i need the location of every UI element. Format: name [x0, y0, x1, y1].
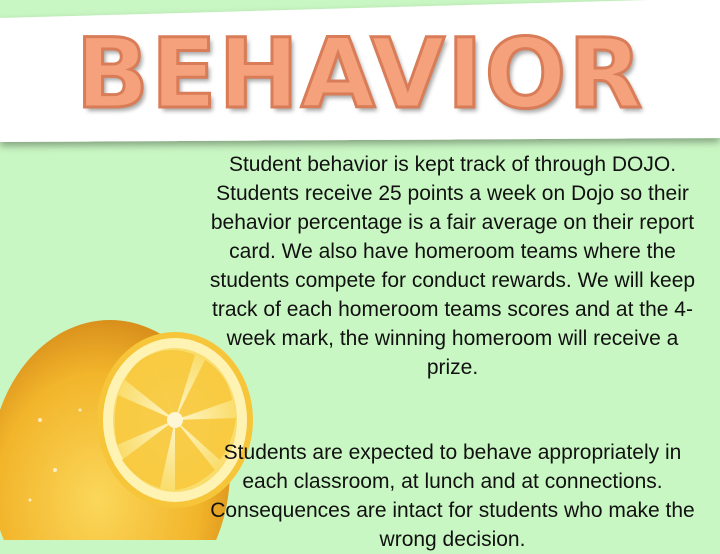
page-title: [0, 18, 720, 130]
behavior-tracking-paragraph: Student behavior is kept track of through DOJO. Students receive 25 points a week on Dojo so their behavior percentage is a fair average on their report card. We also have homeroom teams where the students compete for conduct rewards. We will keep track of each homeroom teams scores and at the 4-week mark, the winning homeroom will receive a prize.: [209, 153, 696, 379]
title-text: BEHAVIOR: [75, 18, 645, 130]
behavior-expectations-paragraph: Students are expected to behave appropriately in each classroom, at lunch and at connections. Consequences are intact for students who make the wrong decision.: [210, 441, 695, 551]
